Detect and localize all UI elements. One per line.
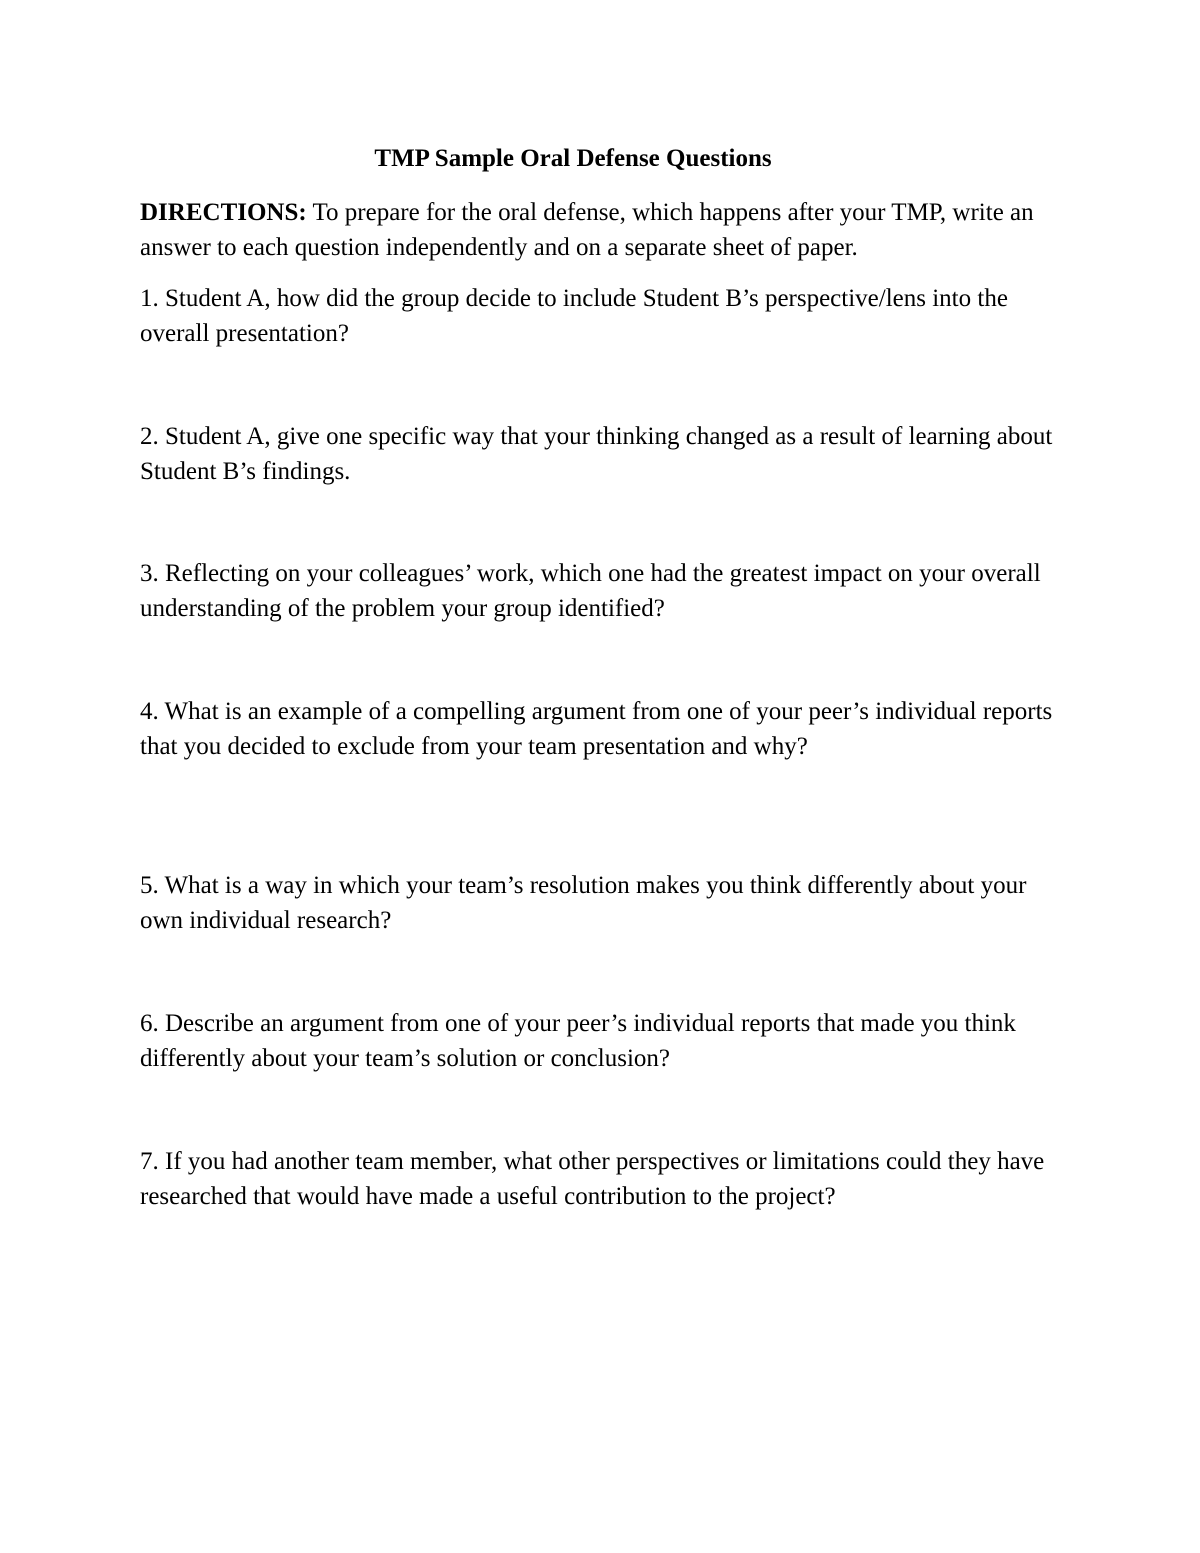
directions-paragraph [140, 195, 1070, 265]
document-title: TMP Sample Oral Defense Questions [374, 145, 772, 172]
question-5: 5. What is a way in which your team’s resolution makes you think differently about your own individual research? [140, 872, 1027, 934]
question-1: 1. Student A, how did the group decide to include Student B’s perspective/lens into the overall presentation? [140, 285, 1008, 347]
directions-label: DIRECTIONS: [140, 199, 307, 226]
question-6: 6. Describe an argument from one of your peer’s individual reports that made you think differently about your team’s solution or conclusion? [140, 1010, 1016, 1072]
question-2: 2. Student A, give one specific way that your thinking changed as a result of learning about Student B’s findings. [140, 423, 1053, 485]
question-3: 3. Reflecting on your colleagues’ work, which one had the greatest impact on your overall understanding of the problem your group identified? [140, 560, 1041, 622]
question-4: 4. What is an example of a compelling argument from one of your peer’s individual reports that you decided to exclude from your team presentation and why? [140, 698, 1053, 760]
directions-text: To prepare for the oral defense, which happens after your TMP, write an answer to each question independently and on a separate sheet of paper. [140, 199, 1034, 261]
question-7: 7. If you had another team member, what other perspectives or limitations could they have researched that would have made a useful contribution to the project? [140, 1148, 1045, 1210]
